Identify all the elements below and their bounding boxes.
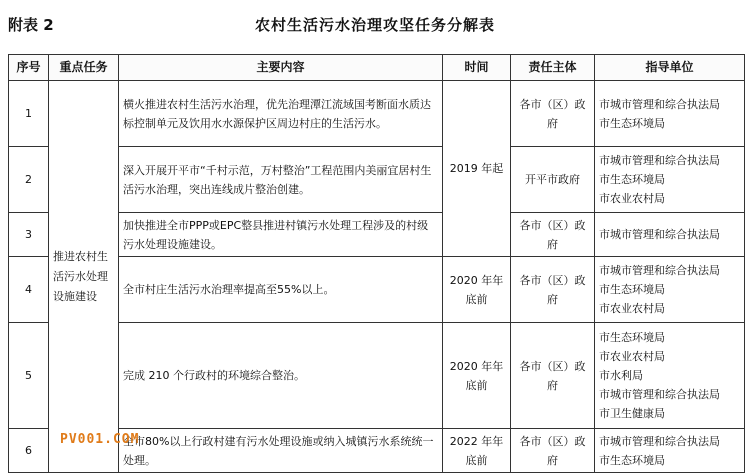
row-content: 横火推进农村生活污水治理，优先治理潭江流域国考断面水质达标控制单元及饮用水水源保护区周边村庄的生活污水。 xyxy=(119,81,443,147)
row-number: 1 xyxy=(9,81,49,147)
guide-unit: 市城市管理和综合执法局 xyxy=(599,264,720,277)
resp-cell: 各市（区）政府 xyxy=(511,213,595,257)
resp-cell: 各市（区）政府 xyxy=(511,429,595,473)
guide-unit: 市生态环境局 xyxy=(599,173,665,186)
time-cell: 2022 年年底前 xyxy=(443,429,511,473)
column-header-guide: 指导单位 xyxy=(595,55,745,81)
resp-cell: 开平市政府 xyxy=(511,147,595,213)
row-content: 完成 210 个行政村的环境综合整治。 xyxy=(119,323,443,429)
row-number: 3 xyxy=(9,213,49,257)
row-content: 全市村庄生活污水治理率提高至55%以上。 xyxy=(119,257,443,323)
guide-unit: 市农业农村局 xyxy=(599,192,665,205)
guide-cell xyxy=(595,429,745,473)
column-header-no: 序号 xyxy=(9,55,49,81)
document-header xyxy=(0,0,750,52)
column-header-task: 重点任务 xyxy=(49,55,119,81)
site-watermark: PV001.COM xyxy=(60,432,140,447)
guide-unit: 市水利局 xyxy=(599,369,643,382)
table-row xyxy=(9,257,745,323)
time-cell: 2020 年年底前 xyxy=(443,323,511,429)
guide-cell xyxy=(595,213,745,257)
guide-unit: 市生态环境局 xyxy=(599,453,665,467)
task-table xyxy=(8,54,745,473)
table-row xyxy=(9,147,745,213)
annex-label: 附表 2 xyxy=(8,16,54,34)
column-header-content: 主要内容 xyxy=(119,55,443,81)
guide-unit: 市生态环境局 xyxy=(599,116,665,130)
table-row xyxy=(9,81,745,147)
column-header-time: 时间 xyxy=(443,55,511,81)
resp-cell: 各市（区）政府 xyxy=(511,81,595,147)
task-group-cell: 推进农村生活污水处理设施建设 xyxy=(49,81,119,473)
guide-cell xyxy=(595,147,745,213)
column-header-resp: 责任主体 xyxy=(511,55,595,81)
row-number: 6 xyxy=(9,429,49,473)
resp-cell: 各市（区）政府 xyxy=(511,257,595,323)
row-content: 全市80%以上行政村建有污水处理设施或纳入城镇污水系统统一处理。 xyxy=(119,429,443,473)
guide-unit: 市城市管理和综合执法局 xyxy=(599,154,720,167)
table-row xyxy=(9,213,745,257)
guide-unit: 市农业农村局 xyxy=(599,350,665,363)
guide-unit: 市卫生健康局 xyxy=(599,407,665,420)
guide-unit: 市城市管理和综合执法局 xyxy=(599,388,720,401)
guide-cell xyxy=(595,323,745,429)
table-header-row xyxy=(9,55,745,81)
document-title: 农村生活污水治理攻坚任务分解表 xyxy=(254,16,495,34)
resp-cell: 各市（区）政府 xyxy=(511,323,595,429)
guide-unit: 市城市管理和综合执法局 xyxy=(599,228,720,241)
table-row xyxy=(9,323,745,429)
row-number: 2 xyxy=(9,147,49,213)
guide-unit: 市城市管理和综合执法局 xyxy=(599,434,720,448)
row-number: 4 xyxy=(9,257,49,323)
time-cell: 2019 年起 xyxy=(443,81,511,257)
guide-cell xyxy=(595,81,745,147)
guide-unit: 市城市管理和综合执法局 xyxy=(599,97,720,111)
row-content: 深入开展开平市“千村示范，万村整治”工程范围内美丽宜居村生活污水治理，突出连线成片整治创建。 xyxy=(119,147,443,213)
row-number: 5 xyxy=(9,323,49,429)
time-cell: 2020 年年底前 xyxy=(443,257,511,323)
row-content: 加快推进全市PPP或EPC整县推进村镇污水处理工程涉及的村级污水处理设施建设。 xyxy=(119,213,443,257)
guide-unit: 市农业农村局 xyxy=(599,302,665,315)
guide-unit: 市生态环境局 xyxy=(599,283,665,296)
guide-unit: 市生态环境局 xyxy=(599,331,665,344)
guide-cell xyxy=(595,257,745,323)
